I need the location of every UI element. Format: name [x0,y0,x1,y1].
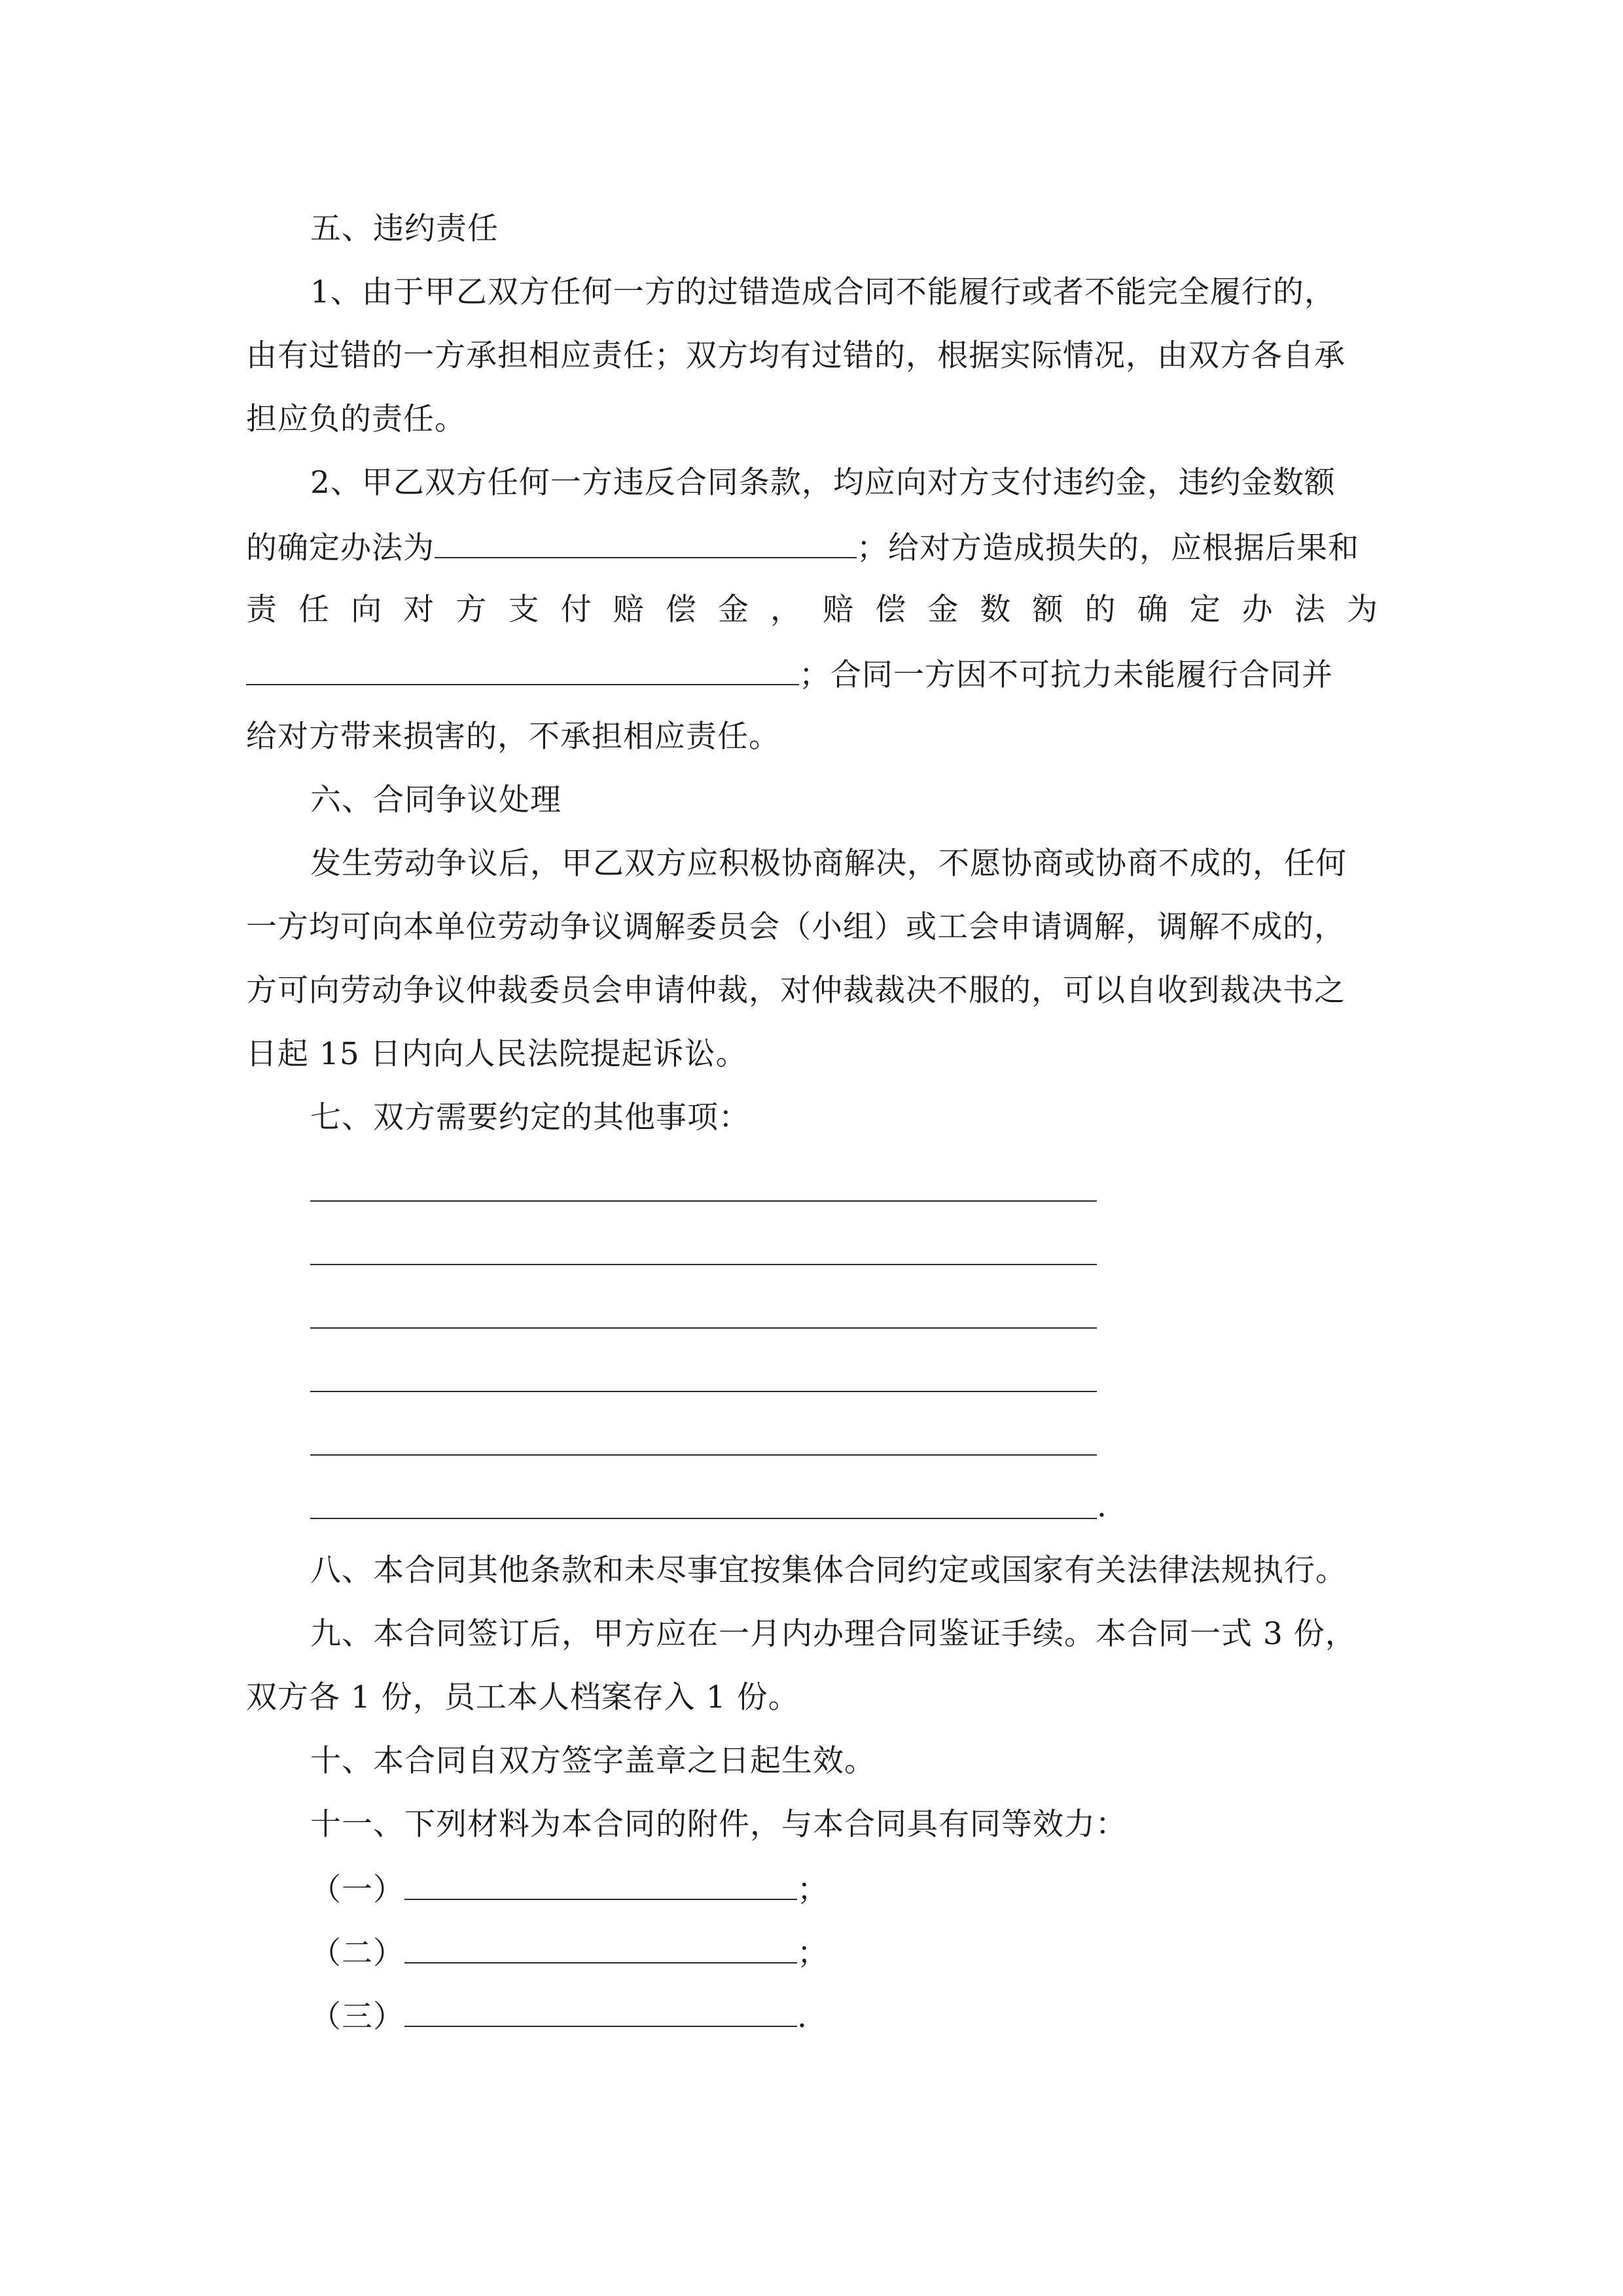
penalty-method-tail: ；给对方造成损失的，应根据后果和 [857,530,1359,566]
spread-char: 任 [298,592,330,628]
spread-char: 确 [1137,592,1169,628]
section-6-line-4: 日起 15 日内向人民法院提起诉讼。 [246,1036,747,1072]
other-matters-line-6[interactable] [310,1518,1097,1519]
spread-char: 法 [1294,592,1326,628]
section-5-para-1-line-2: 由有过错的一方承担相应责任；双方均有过错的，根据实际情况，由双方各自承 [246,338,1346,374]
section-5-para-2-line-3 [246,590,1378,630]
section-5-para-1-line-1: 1、由于甲乙双方任何一方的过错造成合同不能履行或者不能完全履行的， [310,274,1336,310]
attachment-end: . [797,1999,808,2035]
other-matters-line-2[interactable] [310,1264,1097,1265]
spread-char: 数 [980,592,1012,628]
section-7-heading: 七、双方需要约定的其他事项： [310,1100,750,1136]
spread-char: 定 [1189,592,1221,628]
spread-char: 办 [1241,592,1274,628]
attachment-label: （三） [310,1999,404,2035]
spread-char: 偿 [875,592,907,628]
section-5-para-2-line-2 [246,527,1359,568]
section-11-heading: 十一、下列材料为本合同的附件，与本合同具有同等效力： [310,1806,1127,1842]
attachment-label: （一） [310,1872,404,1908]
spread-char: 为 [1346,592,1378,628]
spread-char: 额 [1032,592,1064,628]
spread-char: 支 [508,592,540,628]
section-6-line-3: 方可向劳动争议仲裁委员会申请仲裁，对仲裁裁决不服的，可以自收到裁决书之 [246,973,1346,1009]
attachment-blank[interactable] [404,1996,797,2027]
section-9-line-2: 双方各 1 份，员工本人档案存入 1 份。 [246,1679,800,1715]
spread-char: 付 [560,592,592,628]
spread-char: 金 [927,592,959,628]
section-8: 八、本合同其他条款和未尽事宜按集体合同约定或国家有关法律法规执行。 [310,1552,1347,1588]
section-5-para-2-line-4 [246,654,1333,695]
other-matters-line-3[interactable] [310,1327,1097,1329]
attachment-label: （二） [310,1935,404,1971]
attachment-blank[interactable] [404,1932,797,1964]
attachment-item [310,1996,808,2037]
other-matters-line-5[interactable] [310,1454,1097,1456]
section-5-para-1-line-3: 担应负的责任。 [246,401,466,437]
compensation-method-tail: ；合同一方因不可抗力未能履行合同并 [799,657,1333,693]
spread-char: 偿 [665,592,697,628]
spread-char: 向 [351,592,383,628]
section-9-line-1: 九、本合同签订后，甲方应在一月内办理合同鉴证手续。本合同一式 3 份， [310,1616,1357,1652]
attachment-end: ； [797,1935,829,1971]
section-5-para-2-line-1: 2、甲乙双方任何一方违反合同条款，均应向对方支付违约金，违约金数额 [310,465,1336,501]
spread-char: 赔 [613,592,645,628]
attachment-item [310,1932,829,1973]
spread-char: 赔 [823,592,855,628]
section-5-para-2-line-5: 给对方带来损害的，不承担相应责任。 [246,719,780,755]
other-matters-end-mark: . [1097,1488,1107,1524]
spread-char: ， [770,592,802,628]
spread-char: 的 [1084,592,1116,628]
penalty-method-blank[interactable] [435,527,857,558]
section-6-line-1: 发生劳动争议后，甲乙双方应积极协商解决，不愿协商或协商不成的，任何 [310,846,1347,882]
penalty-method-label: 的确定办法为 [246,530,435,566]
attachment-blank[interactable] [404,1869,797,1900]
section-5-heading: 五、违约责任 [310,211,499,247]
other-matters-line-4[interactable] [310,1391,1097,1392]
attachment-item [310,1869,829,1910]
section-6-heading: 六、合同争议处理 [310,782,562,818]
spread-char: 责 [246,592,277,628]
section-6-line-2: 一方均可向本单位劳动争议调解委员会（小组）或工会申请调解，调解不成的， [246,909,1346,945]
section-10: 十、本合同自双方签字盖章之日起生效。 [310,1743,876,1779]
spread-char: 金 [717,592,749,628]
attachment-end: ； [797,1872,829,1908]
spread-char: 对 [403,592,435,628]
spread-char: 方 [455,592,488,628]
compensation-method-blank[interactable] [246,654,799,685]
other-matters-line-1[interactable] [310,1200,1097,1202]
